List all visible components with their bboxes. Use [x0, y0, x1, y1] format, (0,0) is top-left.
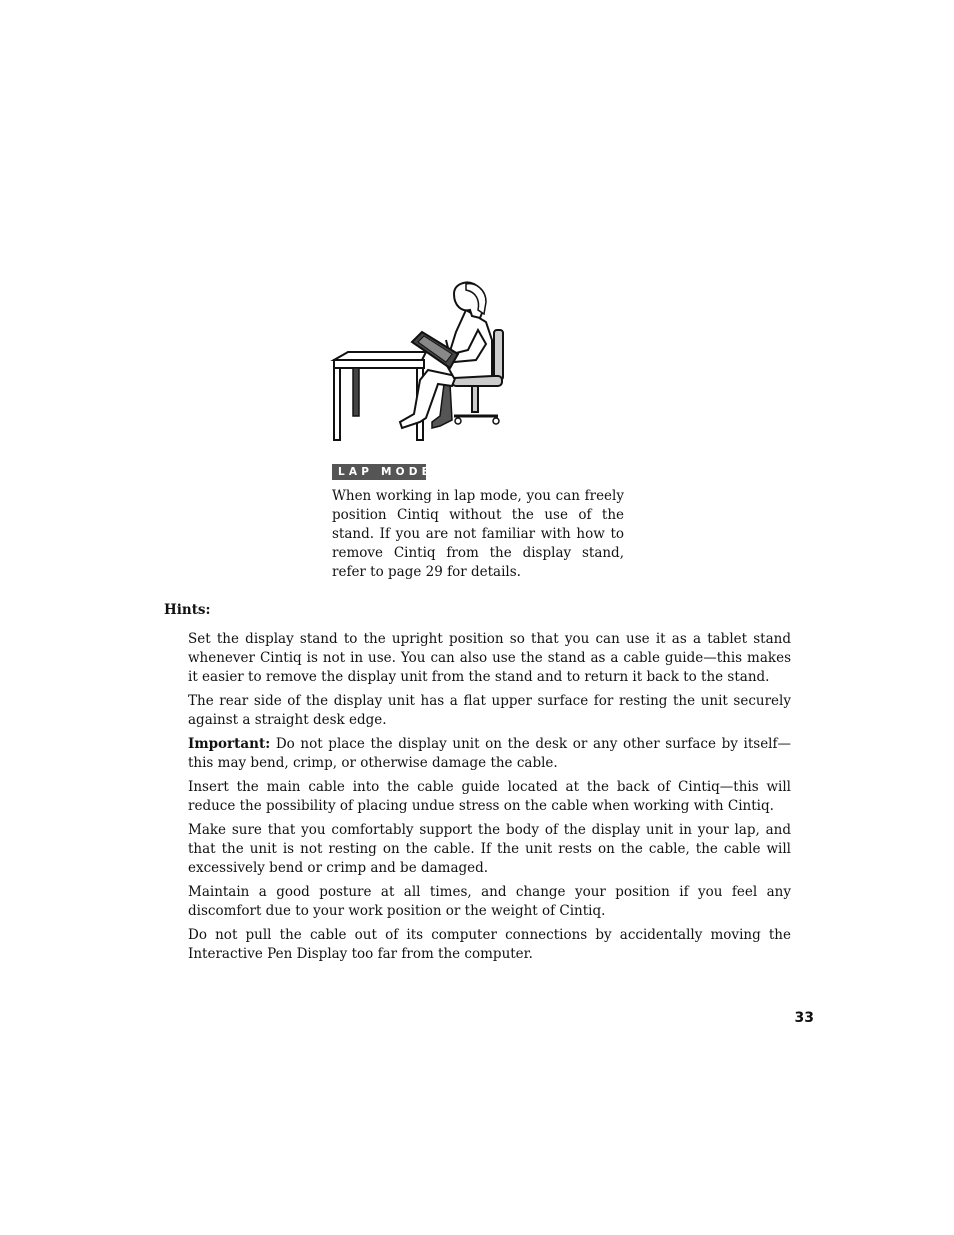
- figure-caption-tag: LAP MODE: [332, 464, 426, 480]
- hint-paragraph: Insert the main cable into the cable guide located at the back of Cintiq—this will reduce the possibility of placing undue stress on the cable when working with Cintiq.: [188, 779, 791, 814]
- hint-paragraph: Set the display stand to the upright position so that you can use it as a tablet stand whenever Cintiq is not in use. You can also use the stand as a cable guide—this makes it easier to remove the display unit from the stand and to return it back to the stand.: [188, 631, 791, 685]
- figure-caption-text: When working in lap mode, you can freely position Cintiq without the use of the stand. If you are not familiar with how to remove Cintiq from the display stand, refer to page 29 for details.: [332, 488, 624, 580]
- hint-paragraph: Make sure that you comfortably support the body of the display unit in your lap, and that the unit is not resting on the cable. If the unit rests on the cable, the cable will excessively bend or crimp and be damaged.: [188, 822, 791, 876]
- hint-paragraph: Maintain a good posture at all times, and change your position if you feel any discomfort due to your work position or the weight of Cintiq.: [188, 884, 791, 919]
- page-number: 33: [794, 1010, 814, 1026]
- important-label: Important:: [188, 736, 271, 752]
- lap-mode-illustration: [326, 280, 512, 446]
- hint-paragraph: The rear side of the display unit has a flat upper surface for resting the unit securely against a straight desk edge.: [188, 693, 791, 728]
- hints-list: [188, 630, 791, 969]
- important-text: Do not place the display unit on the desk or any other surface by itself—this may bend, crimp, or otherwise damage the cable.: [188, 736, 791, 771]
- hints-heading: Hints:: [164, 602, 211, 618]
- hint-paragraph: Do not pull the cable out of its computer connections by accidentally moving the Interactive Pen Display too far from the computer.: [188, 927, 791, 962]
- hint-paragraph-important: [188, 735, 791, 773]
